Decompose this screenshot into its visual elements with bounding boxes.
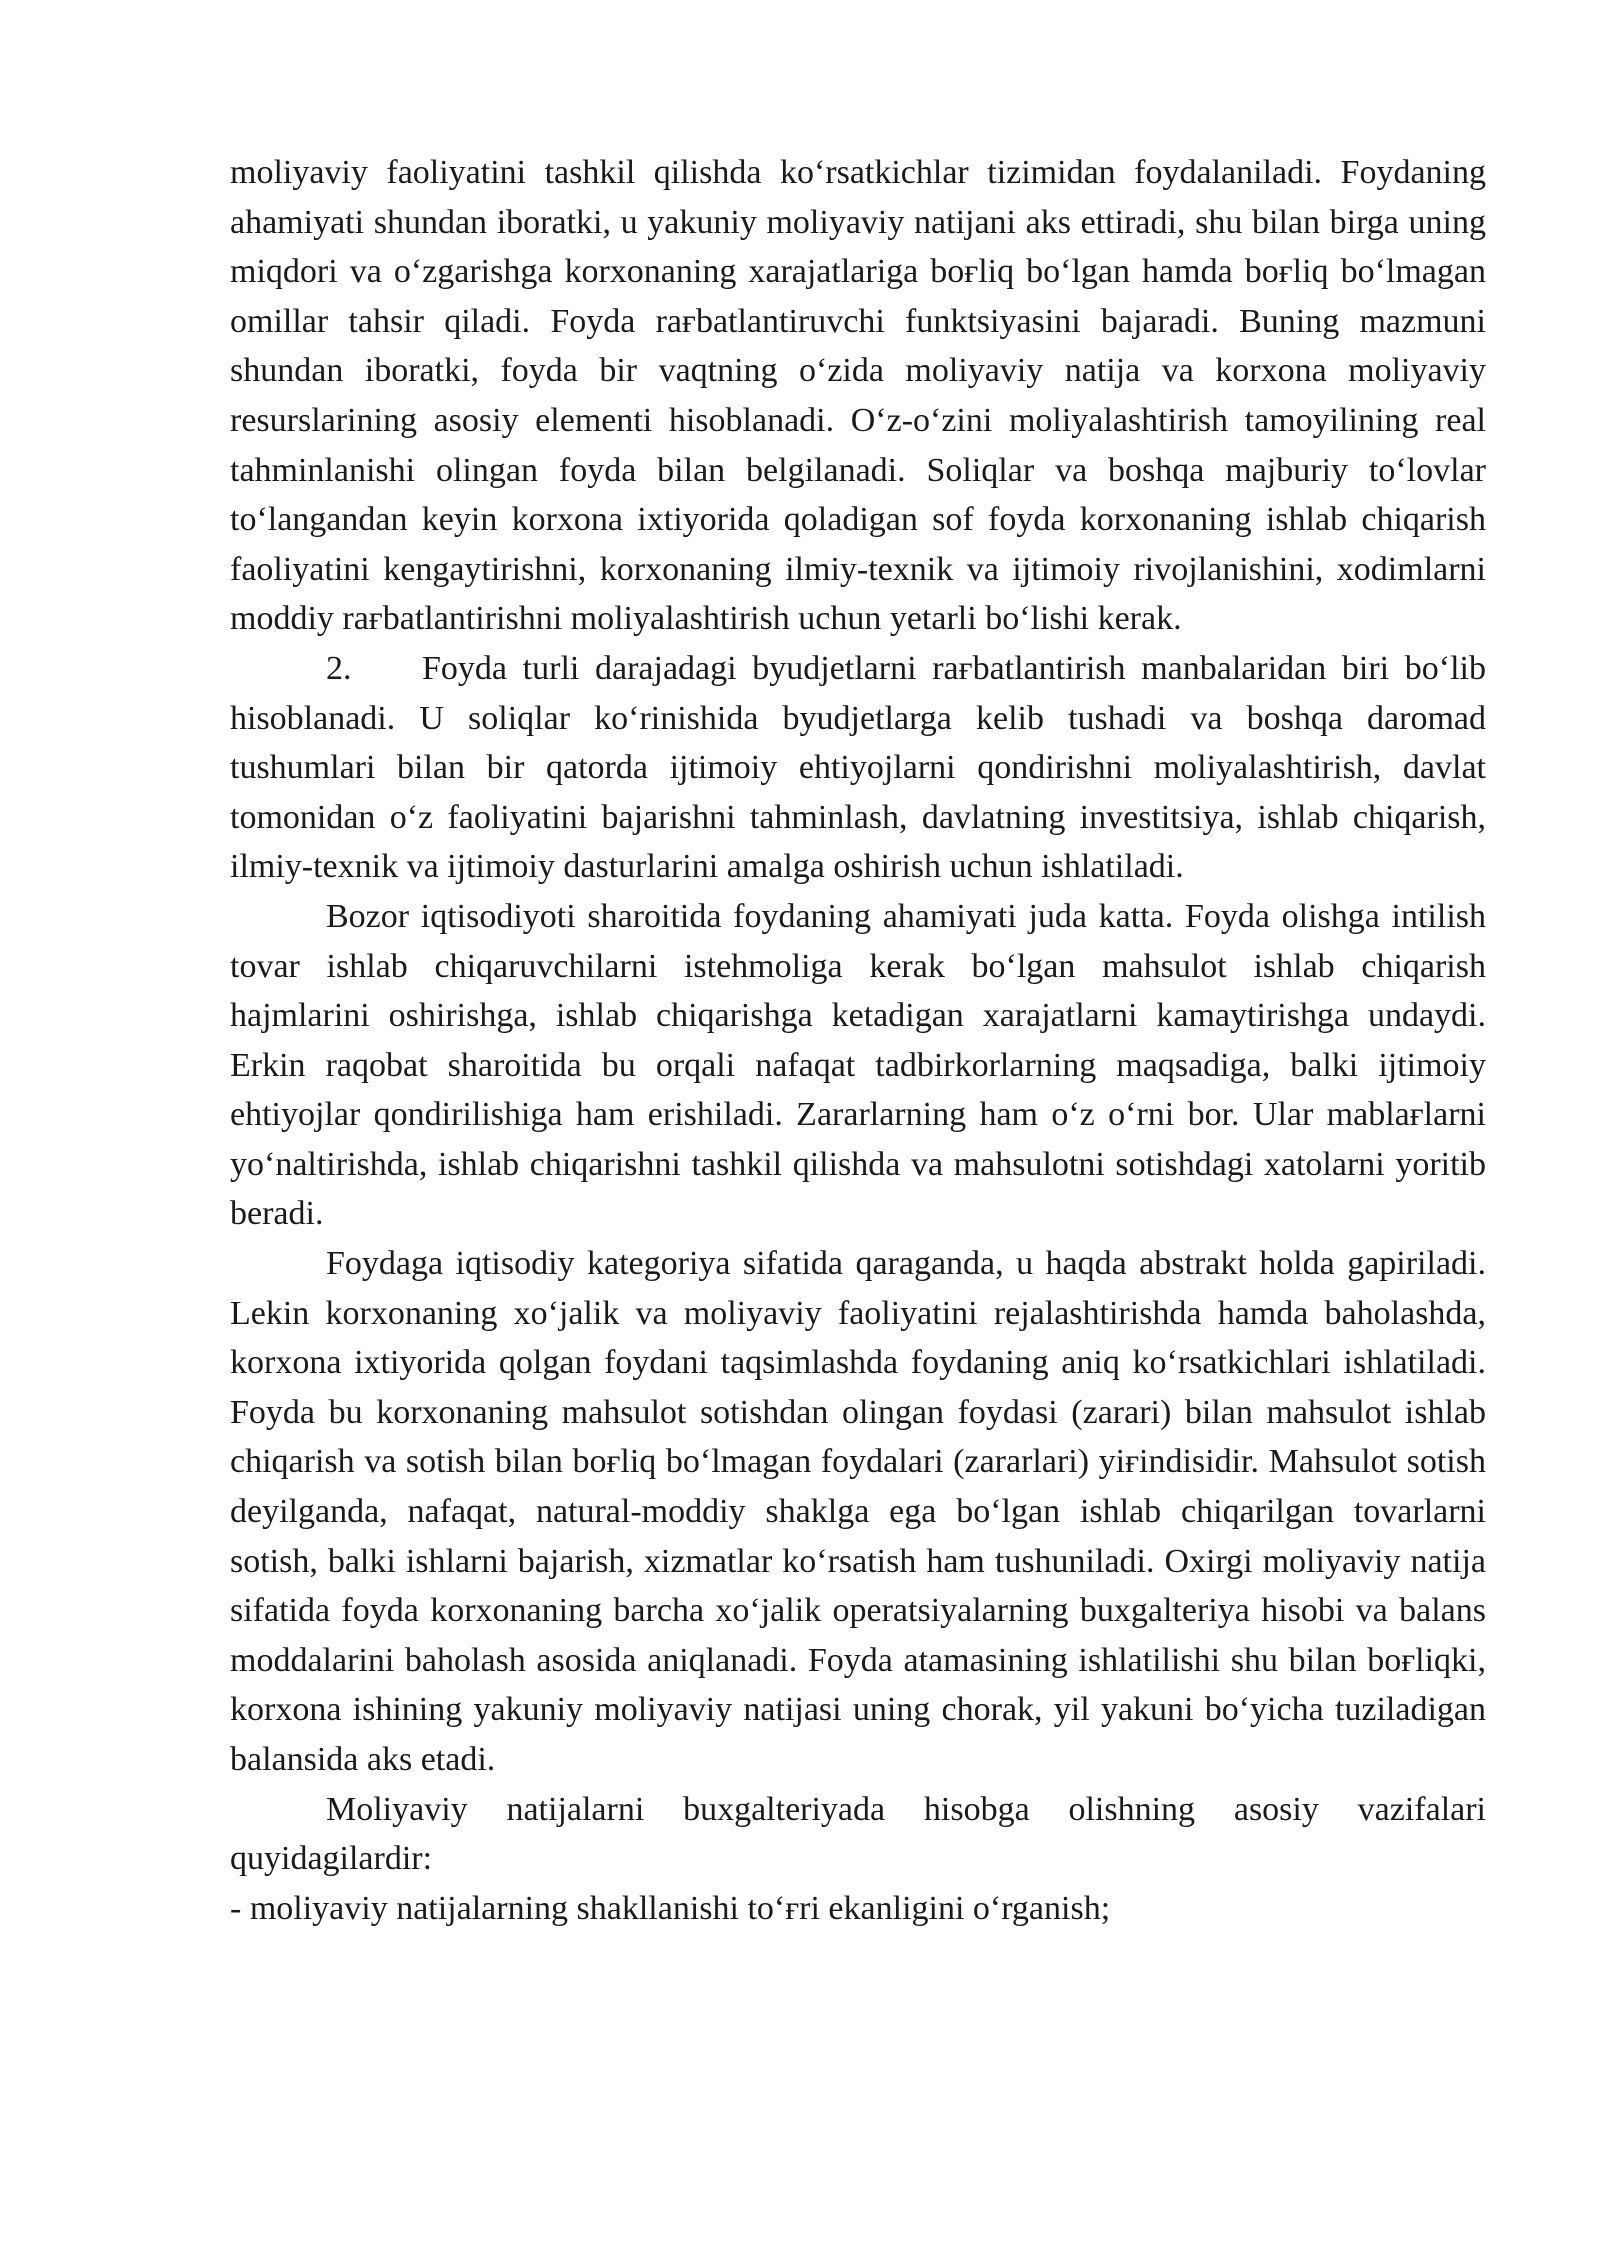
- list-item: - moliyaviy natijalarning shakllanishi toʻғri ekanligini oʻrganish;: [230, 1889, 1111, 1927]
- numbered-paragraph: [230, 644, 1486, 892]
- paragraph-continuation: moliyaviy faoliyatini tashkil qilishda koʻrsatkichlar tizimidan foydalaniladi. Foydaning ahamiyati shundan iboratki, u yakuniy moliyaviy natijani aks ettiradi, shu bilan birga uning miqdori va oʻzgarishga korxonaning xarajatlariga boғliq boʻlgan hamda boғliq boʻlmagan omillar tahsir qiladi. Foyda raғbatlantiruvchi funktsiyasini bajaradi. Buning mazmuni shundan iboratki, foyda bir vaqtning oʻzida moliyaviy natija va korxona moliyaviy resurslarining asosiy elementi hisoblanadi. Oʻz-oʻzini moliyalashtirish tamoyilining real tahminlanishi olingan foyda bilan belgilanadi. Soliqlar va boshqa majburiy toʻlovlar toʻlangandan keyin korxona ixtiyorida qoladigan sof foyda korxonaning ishlab chiqarish faoliyatini kengaytirishni, korxonaning ilmiy-texnik va ijtimoiy rivojlanishini, xodimlarni moddiy raғbatlantirishni moliyalashtirish uchun yetarli boʻlishi kerak.: [230, 154, 1486, 638]
- numbered-paragraph-text: Foyda turli darajadagi byudjetlarni raғbatlantirish manbalaridan biri boʻlib hisoblanadi. U soliqlar koʻrinishida byudjetlarga kelib tushadi va boshqa daromad tushumlari bilan bir qatorda ijtimoiy ehtiyojlarni qondirishni moliyalashtirish, davlat tomonidan oʻz faoliyatini bajarishni tahminlash, davlatning investitsiya, ishlab chiqarish, ilmiy-texnik va ijtimoiy dasturlarini amalga oshirish uchun ishlatiladi.: [230, 649, 1486, 886]
- document-page: [230, 148, 1486, 1933]
- paragraph-economic-category: Foydaga iqtisodiy kategoriya sifatida qaraganda, u haqda abstrakt holda gapiriladi. Lekin korxonaning xoʻjalik va moliyaviy faoliyatini rejalashtirishda hamda baholashda, korxona ixtiyorida qolgan foydani taqsimlashda foydaning aniq koʻrsatkichlari ishlatiladi. Foyda bu korxonaning mahsulot sotishdan olingan foydasi (zarari) bilan mahsulot ishlab chiqarish va sotish bilan boғliq boʻlmagan foydalari (zararlari) yiғindisidir. Mahsulot sotish deyilganda, nafaqat, natural-moddiy shaklga ega boʻlgan ishlab chiqarilgan tovarlarni sotish, balki ishlarni bajarish, xizmatlar koʻrsatish ham tushuniladi. Oxirgi moliyaviy natija sifatida foyda korxonaning barcha xoʻjalik operatsiyalarning buxgalteriya hisobi va balans moddalarini baholash asosida aniqlanadi. Foyda atamasining ishlatilishi shu bilan boғliqki, korxona ishining yakuniy moliyaviy natijasi uning chorak, yil yakuni boʻyicha tuziladigan balansida aks etadi.: [230, 1245, 1486, 1778]
- paragraph-main-tasks: Moliyaviy natijalarni buxgalteriyada hisobga olishning asosiy vazifalari quyidagilardir:: [230, 1790, 1486, 1878]
- paragraph-market-economy: Bozor iqtisodiyoti sharoitida foydaning ahamiyati juda katta. Foyda olishga intilish tovar ishlab chiqaruvchilarni istehmoliga kerak boʻlgan mahsulot ishlab chiqarish hajmlarini oshirishga, ishlab chiqarishga ketadigan xarajatlarni kamaytirishga undaydi. Erkin raqobat sharoitida bu orqali nafaqat tadbirkorlarning maqsadiga, balki ijtimoiy ehtiyojlar qondirilishiga ham erishiladi. Zararlarning ham oʻz oʻrni bor. Ular mablaғlarni yoʻnaltirishda, ishlab chiqarishni tashkil qilishda va mahsulotni sotishdagi xatolarni yoritib beradi.: [230, 897, 1486, 1233]
- list-number: 2.: [326, 649, 352, 687]
